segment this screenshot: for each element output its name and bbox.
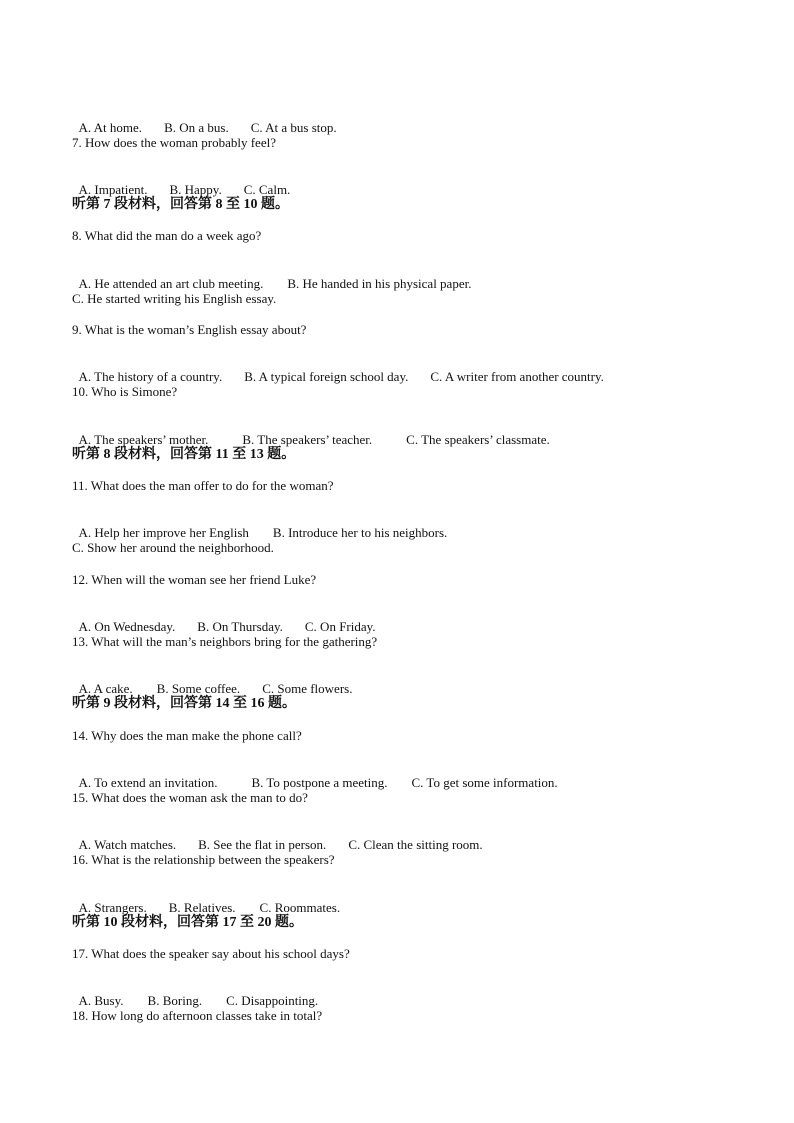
question-line: 7. How does the woman probably feel? (72, 135, 276, 150)
option: C. To get some information. (411, 775, 558, 790)
options-line (72, 104, 337, 136)
option: B. He handed in his physical paper. (287, 276, 472, 291)
options-line (72, 759, 558, 791)
option: A. To extend an invitation. (78, 775, 218, 790)
section-heading: 听第 10 段材料，回答第 17 至 20 题。 (72, 915, 303, 930)
option: B. Relatives. (168, 900, 236, 915)
option: C. On Friday. (304, 619, 376, 634)
option: A. On Wednesday. (78, 619, 176, 634)
option: C. Some flowers. (262, 681, 353, 696)
option: A. The history of a country. (78, 369, 223, 384)
option: B. The speakers’ teacher. (242, 432, 373, 447)
question-line: C. He started writing his English essay. (72, 291, 277, 306)
option: B. To postpone a meeting. (251, 775, 388, 790)
option: C. Clean the sitting room. (348, 837, 483, 852)
option: B. A typical foreign school day. (244, 369, 409, 384)
question-line: 15. What does the woman ask the man to do? (72, 790, 308, 805)
option: C. At a bus stop. (250, 120, 337, 135)
question-line: 8. What did the man do a week ago? (72, 228, 262, 243)
option: B. Introduce her to his neighbors. (272, 525, 448, 540)
option: A. Watch matches. (78, 837, 177, 852)
option: A. Strangers. (78, 900, 147, 915)
option: B. On Thursday. (197, 619, 283, 634)
option: C. A writer from another country. (430, 369, 604, 384)
question-line: 11. What does the man offer to do for the woman? (72, 478, 334, 493)
option: B. Happy. (169, 182, 222, 197)
options-line (72, 260, 471, 292)
options-line (72, 166, 290, 198)
options-line (72, 884, 340, 916)
option: B. Boring. (147, 993, 203, 1008)
options-line (72, 603, 376, 635)
options-line (72, 353, 604, 385)
options-line (72, 977, 318, 1009)
question-line: C. Show her around the neighborhood. (72, 540, 274, 555)
question-line: 13. What will the man’s neighbors bring for the gathering? (72, 634, 378, 649)
option: A. A cake. (78, 681, 133, 696)
option: A. Help her improve her English (78, 525, 249, 540)
option: A. Busy. (78, 993, 124, 1008)
options-line (72, 821, 483, 853)
question-line: 17. What does the speaker say about his school days? (72, 946, 350, 961)
option: C. The speakers’ classmate. (406, 432, 550, 447)
question-line: 16. What is the relationship between the speakers? (72, 852, 335, 867)
section-heading: 听第 9 段材料，回答第 14 至 16 题。 (72, 696, 296, 711)
question-line: 9. What is the woman’s English essay about? (72, 322, 307, 337)
question-line: 12. When will the woman see her friend Luke? (72, 572, 317, 587)
question-line: 10. Who is Simone? (72, 384, 178, 399)
section-heading: 听第 8 段材料，回答第 11 至 13 题。 (72, 447, 296, 462)
option: C. Disappointing. (226, 993, 319, 1008)
option: C. Roommates. (259, 900, 341, 915)
option: A. Impatient. (78, 182, 148, 197)
option: B. See the flat in person. (198, 837, 327, 852)
option: A. He attended an art club meeting. (78, 276, 264, 291)
section-heading: 听第 7 段材料，回答第 8 至 10 题。 (72, 197, 289, 212)
options-line (72, 509, 447, 541)
question-line: 14. Why does the man make the phone call? (72, 728, 302, 743)
option: A. The speakers’ mother. (78, 432, 209, 447)
options-line (72, 416, 550, 448)
options-line (72, 665, 352, 697)
option: C. Calm. (243, 182, 291, 197)
question-line: 18. How long do afternoon classes take in total? (72, 1008, 323, 1023)
option: A. At home. (78, 120, 143, 135)
option: B. Some coffee. (156, 681, 241, 696)
option: B. On a bus. (164, 120, 229, 135)
